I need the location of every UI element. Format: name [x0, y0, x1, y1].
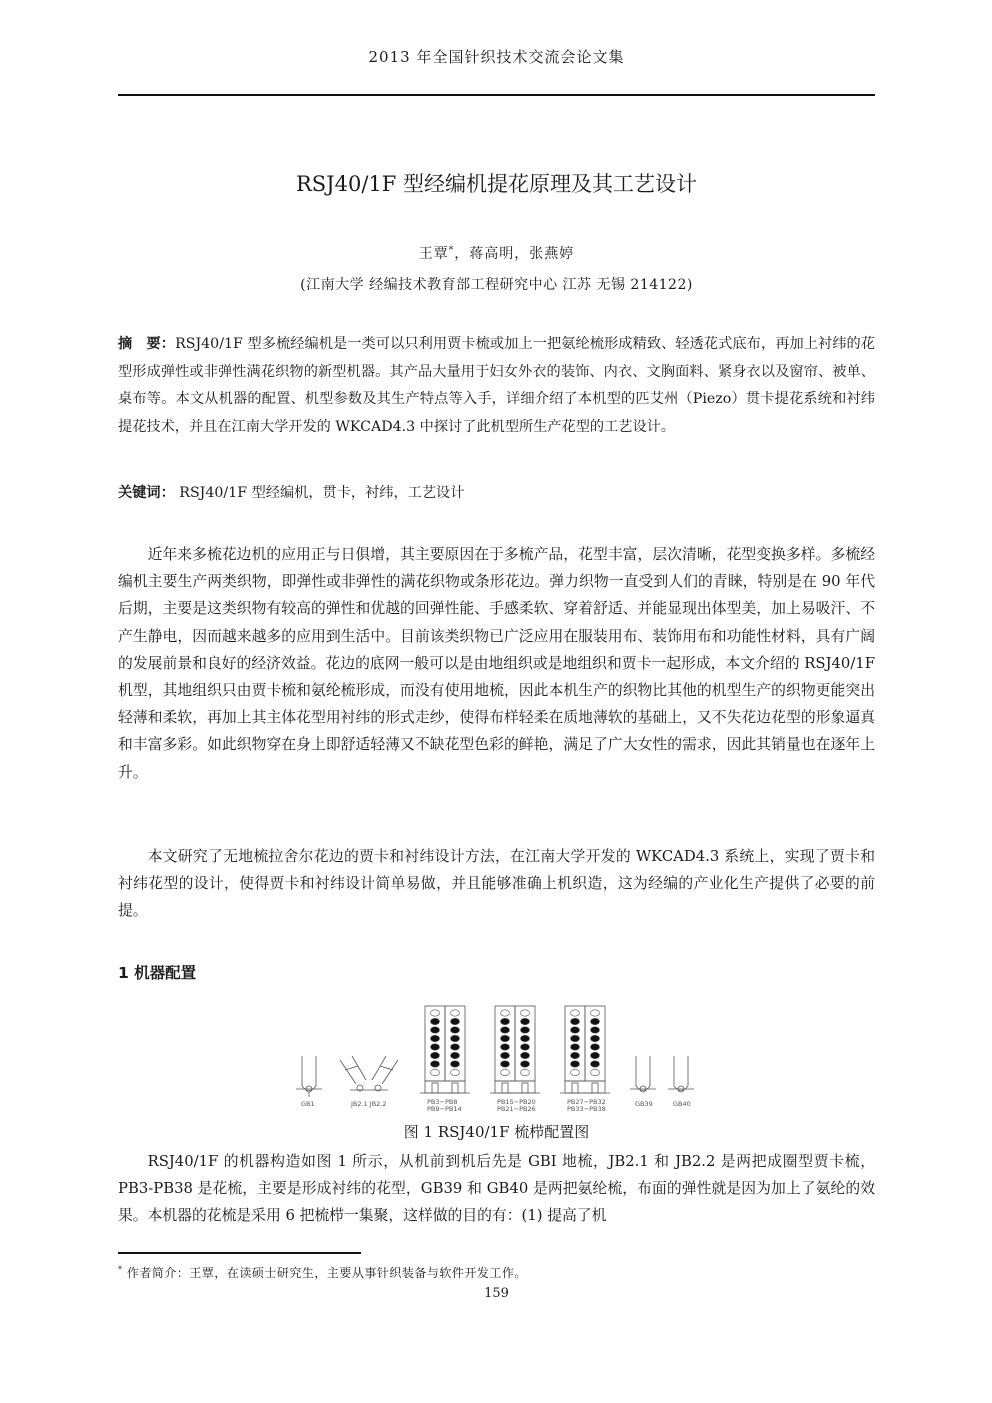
- filled-needle-dot: [571, 1035, 580, 1041]
- filled-needle-dot: [571, 1052, 580, 1058]
- label-pb-c1: PB27−PB32: [567, 1098, 606, 1106]
- filled-needle-dot: [451, 1052, 460, 1058]
- filled-needle-dot: [571, 1027, 580, 1033]
- empty-needle-dot: [521, 1010, 530, 1016]
- empty-needle-dot: [451, 1069, 460, 1075]
- affiliation: (江南大学 经编技术教育部工程研究中心 江苏 无锡 214122): [300, 277, 693, 293]
- empty-needle-dot: [431, 1069, 440, 1075]
- filled-needle-dot: [431, 1035, 440, 1041]
- pattern-bar-group-1: [420, 1006, 470, 1093]
- abstract: [118, 331, 875, 441]
- filled-needle-dot: [591, 1044, 600, 1050]
- filled-needle-dot: [591, 1052, 600, 1058]
- filled-needle-dot: [451, 1044, 460, 1050]
- page-number: 159: [484, 1286, 509, 1301]
- filled-needle-dot: [501, 1061, 510, 1067]
- label-jb: JB2.1 JB2.2: [351, 1100, 387, 1108]
- label-gb39: GB39: [635, 1100, 653, 1108]
- label-pb-b2: PB21−PB26: [497, 1105, 536, 1113]
- footnote-mark: *: [118, 1265, 123, 1274]
- paper-title: RSJ40/1F 型经编机提花原理及其工艺设计: [295, 172, 698, 196]
- intro-paragraph-2: [118, 843, 875, 925]
- paragraph: 本文研究了无地梳拉舍尔花边的贾卡和衬纬设计方法，在江南大学开发的 WKCAD4.3 系统上，实现了贾卡和衬纬花型的设计，使得贾卡和衬纬设计简单易做，并且能够准确上机织造，这为经编的产业化生产提供了必要的前提。: [118, 848, 875, 920]
- jacquard-bars: [340, 1056, 398, 1091]
- filled-needle-dot: [521, 1044, 530, 1050]
- author-rest: ，蒋高明，张燕婷: [454, 246, 575, 262]
- filled-needle-dot: [501, 1052, 510, 1058]
- filled-needle-dot: [431, 1044, 440, 1050]
- empty-needle-dot: [451, 1010, 460, 1016]
- header-rule: [118, 94, 875, 96]
- filled-needle-dot: [501, 1044, 510, 1050]
- empty-needle-dot: [591, 1069, 600, 1075]
- guide-bar-diagram: [290, 1000, 710, 1115]
- filled-needle-dot: [591, 1018, 600, 1024]
- footnote: [118, 1264, 527, 1281]
- filled-needle-dot: [451, 1061, 460, 1067]
- filled-needle-dot: [431, 1027, 440, 1033]
- figure-guide-bar-configuration: [290, 1000, 710, 1115]
- filled-needle-dot: [451, 1027, 460, 1033]
- filled-needle-dot: [431, 1061, 440, 1067]
- pattern-bar-group-2: [490, 1006, 540, 1093]
- label-pb-a1: PB3−PB8: [427, 1098, 458, 1106]
- gb1-guide-bar: [296, 1056, 322, 1097]
- filled-needle-dot: [501, 1018, 510, 1024]
- running-head: 2013 年全国针织技术交流会论文集: [368, 48, 625, 66]
- abstract-text: RSJ40/1F 型多梳经编机是一类可以只利用贾卡梳或加上一把氨纶梳形成精致、轻透花式底布，再加上衬纬的花型形成弹性或非弹性满花织物的新型机器。其产品大量用于妇女外衣的装饰、内衣、文胸面料、紧身衣以及窗帘、被单、桌布等。本文从机器的配置、机型参数及其生产特点等入手，详细介绍了本机型的匹艾州（Piezo）贯卡提花系统和衬纬提花技术，并且在江南大学开发的 WKCAD4.3 中探讨了此机型所生产花型的工艺设计。: [118, 336, 875, 435]
- empty-needle-dot: [591, 1010, 600, 1016]
- empty-needle-dot: [571, 1010, 580, 1016]
- filled-needle-dot: [521, 1027, 530, 1033]
- intro-paragraph-1: [118, 541, 875, 786]
- figure-caption: 图 1 RSJ40/1F 梳栉配置图: [403, 1123, 590, 1141]
- author-footnote-mark: *: [448, 245, 455, 256]
- machine-config-paragraph: [118, 1148, 875, 1230]
- abstract-label: 摘 要：: [118, 336, 176, 352]
- label-pb-b1: PB15−PB20: [497, 1098, 536, 1106]
- filled-needle-dot: [521, 1018, 530, 1024]
- filled-needle-dot: [591, 1035, 600, 1041]
- empty-needle-dot: [501, 1010, 510, 1016]
- filled-needle-dot: [591, 1027, 600, 1033]
- label-pb-a2: PB9−PB14: [427, 1105, 462, 1113]
- filled-needle-dot: [431, 1052, 440, 1058]
- filled-needle-dot: [571, 1061, 580, 1067]
- empty-needle-dot: [571, 1069, 580, 1075]
- paragraph: RSJ40/1F 的机器构造如图 1 所示，从机前到机后先是 GBI 地梳，JB2.1 和 JB2.2 是两把成圈型贾卡梳，PB3-PB38 是花梳，主要是形成衬纬的花型，GB39 和 GB40 是两把氨纶梳，布面的弹性就是因为加上了氨纶的效果。本机器的花梳是采用 6 把梳栉一集聚，这样做的目的有：(1) 提高了机: [118, 1153, 875, 1225]
- filled-needle-dot: [431, 1018, 440, 1024]
- pattern-bar-group-3: [560, 1006, 610, 1093]
- empty-needle-dot: [521, 1069, 530, 1075]
- filled-needle-dot: [501, 1027, 510, 1033]
- label-pb-c2: PB33−PB38: [567, 1105, 606, 1113]
- filled-needle-dot: [571, 1018, 580, 1024]
- keywords-text: RSJ40/1F 型经编机，贯卡，衬纬，工艺设计: [174, 485, 465, 501]
- gb39-guide-bar: [630, 1056, 656, 1092]
- label-gb1: GB1: [301, 1100, 315, 1108]
- authors: [118, 243, 875, 263]
- filled-needle-dot: [591, 1061, 600, 1067]
- paragraph: 近年来多梳花边机的应用正与日俱增，其主要原因在于多梳产品，花型丰富，层次清晰，花型变换多样。多梳经编机主要生产两类织物，即弹性或非弹性的满花织物或条形花边。弹力织物一直受到人们的青睐，特别是在 90 年代后期，主要是这类织物有较高的弹性和优越的回弹性能、手感柔软、穿着舒适、并能显现出体型美，加上易吸汗、不产生静电，因而越来越多的应用到生活中。目前该类织物已广泛应用在服装用布、装饰用布和功能性材料，具有广阔的发展前景和良好的经济效益。花边的底网一般可以是由地组织或是地组织和贾卡一起形成，本文介绍的 RSJ40/1F 机型，其地组织只由贾卡梳和氨纶梳形成，而没有使用地梳，因此本机生产的织物比其他的机型生产的织物更能突出轻薄和柔软，再加上其主体花型用衬纬的形式走纱，使得布样轻柔在质地薄软的基础上，又不失花边花型的形象逼真和丰富多彩。如此织物穿在身上即舒适轻薄又不缺花型色彩的鲜艳，满足了广大女性的需求，因此其销量也在逐年上升。: [118, 546, 875, 781]
- keywords: [118, 482, 875, 502]
- filled-needle-dot: [501, 1035, 510, 1041]
- filled-needle-dot: [521, 1035, 530, 1041]
- filled-needle-dot: [521, 1052, 530, 1058]
- author-first: 王覃: [418, 246, 449, 262]
- filled-needle-dot: [451, 1018, 460, 1024]
- gb40-guide-bar: [668, 1056, 694, 1092]
- empty-needle-dot: [501, 1069, 510, 1075]
- filled-needle-dot: [521, 1061, 530, 1067]
- footnote-text: 作者简介：王覃，在读硕士研究生，主要从事针织装备与软件开发工作。: [122, 1266, 527, 1280]
- label-gb40: GB40: [673, 1100, 691, 1108]
- filled-needle-dot: [571, 1044, 580, 1050]
- filled-needle-dot: [451, 1035, 460, 1041]
- footnote-rule: [118, 1252, 361, 1254]
- keywords-label: 关键词：: [118, 485, 175, 501]
- section-heading: 1 机器配置: [118, 964, 197, 982]
- empty-needle-dot: [431, 1010, 440, 1016]
